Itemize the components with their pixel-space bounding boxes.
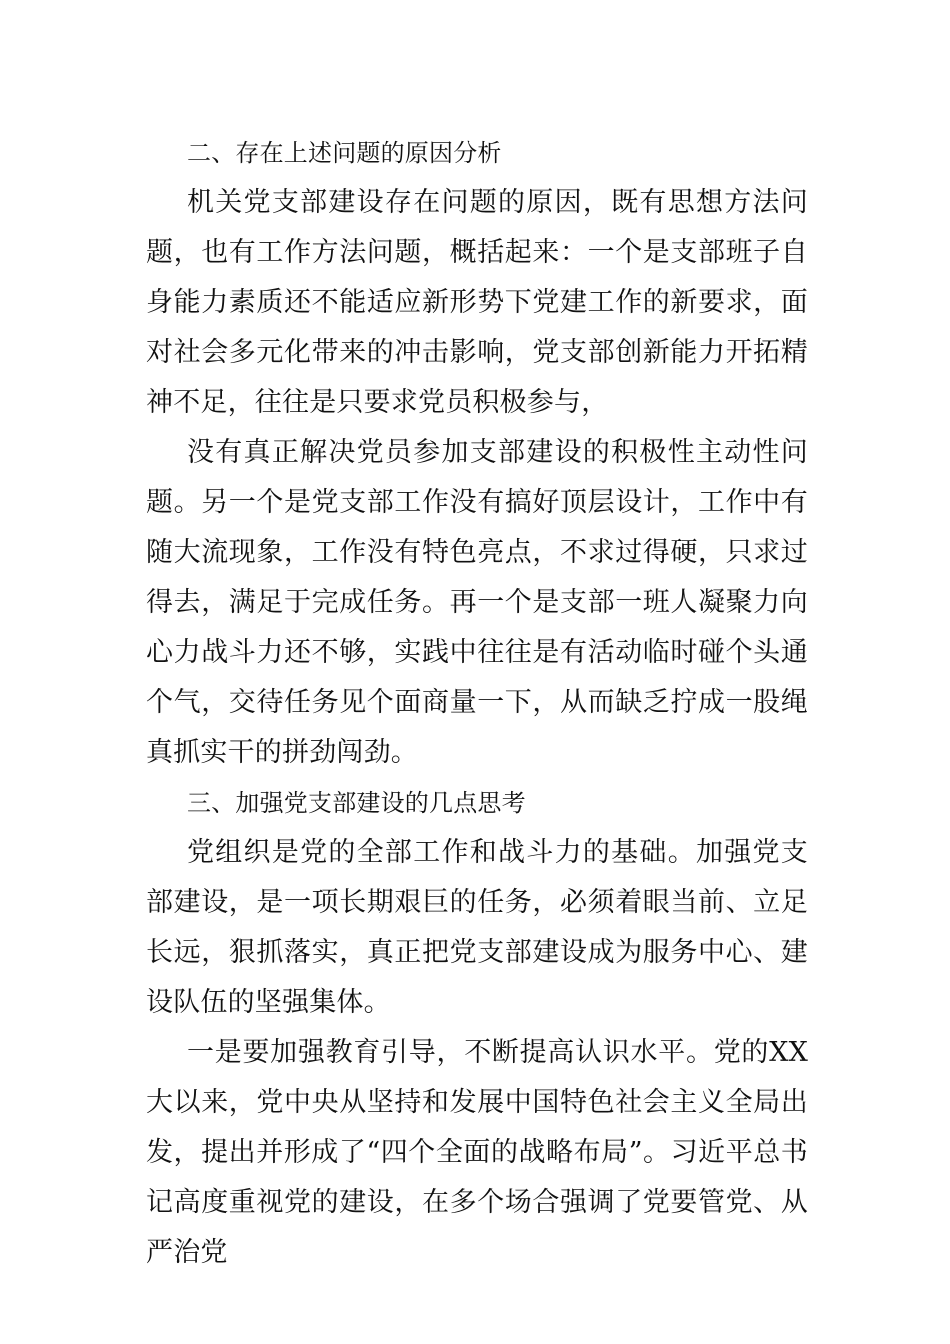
paragraph: 没有真正解决党员参加支部建设的积极性主动性问题。另一个是党支部工作没有搞好顶层设计，工作中有随大流现象，工作没有特色亮点，不求过得硬，只求过得去，满足于完成任务。再一个是支部一班人凝聚力向心力战斗力还不够，实践中往往是有活动临时碰个头通个气，交待任务见个面商量一下，从而缺乏拧成一股绳真抓实干的拼劲闯劲。: [146, 437, 808, 768]
section-heading-2: 二、存在上述问题的原因分析: [187, 139, 502, 167]
paragraph: 一是要加强教育引导，不断提高认识水平。党的XX大以来，党中央从坚持和发展中国特色社会主义全局出发，提出并形成了“四个全面的战略布局”。习近平总书记高度重视党的建设，在多个场合强调了党要管党、从严治党: [146, 1037, 808, 1268]
paragraph: 党组织是党的全部工作和战斗力的基础。加强党支部建设，是一项长期艰巨的任务，必须着眼当前、立足长远，狠抓落实，真正把党支部建设成为服务中心、建设队伍的坚强集体。: [146, 837, 808, 1018]
document-body: [146, 128, 808, 1278]
paragraph: 机关党支部建设存在问题的原因，既有思想方法问题，也有工作方法问题，概括起来：一个是支部班子自身能力素质还不能适应新形势下党建工作的新要求，面对社会多元化带来的冲击影响，党支部创新能力开拓精神不足，往往是只要求党员积极参与，: [146, 187, 808, 418]
section-heading-3: 三、加强党支部建设的几点思考: [187, 789, 526, 817]
